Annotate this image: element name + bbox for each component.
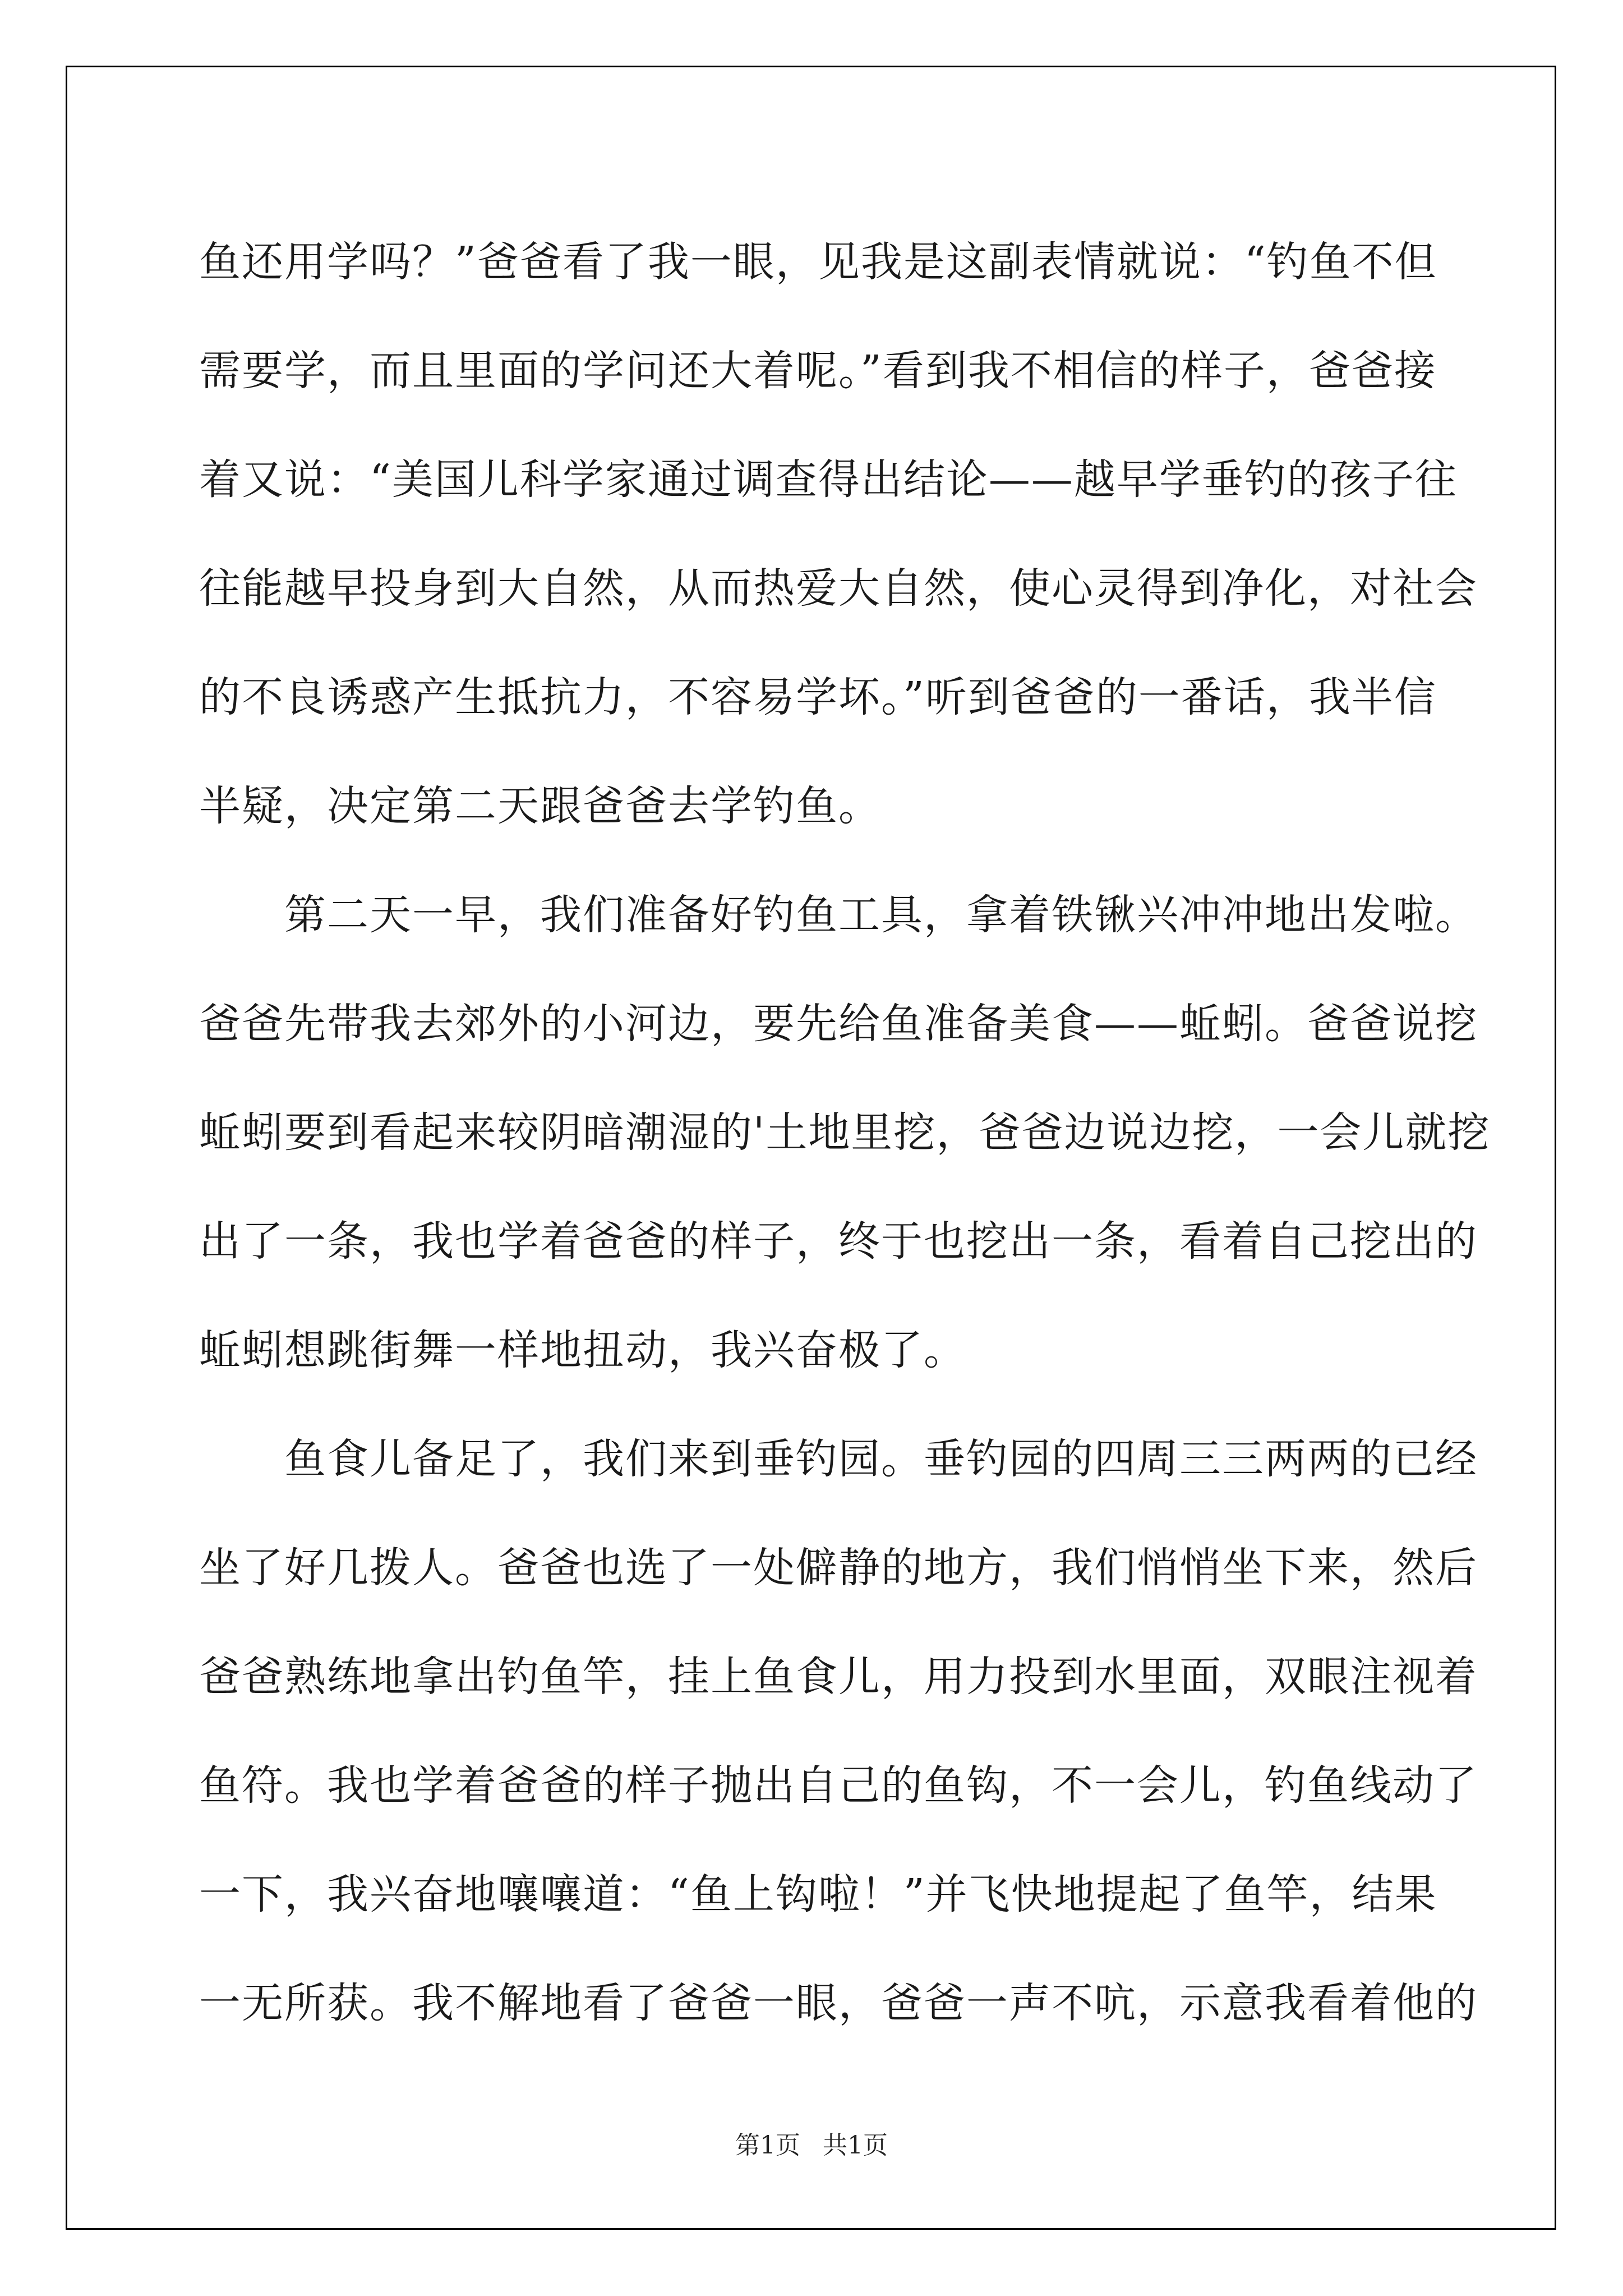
text-line: 鱼还用学吗？”爸爸看了我一眼，见我是这副表情就说：“钓鱼不但 [199, 238, 1437, 286]
text-line: 鱼食儿备足了，我们来到垂钓园。垂钓园的四周三三两两的已经 [199, 1435, 1478, 1483]
text-line: 一下，我兴奋地嚷嚷道：“鱼上钩啦！”并飞快地提起了鱼竿，结果 [199, 1870, 1437, 1918]
page-number-total: 共1页 [823, 2131, 888, 2160]
text-line: 第二天一早，我们准备好钓鱼工具，拿着铁锹兴冲冲地出发啦。 [199, 891, 1478, 939]
text-line: 需要学，而且里面的学问还大着呢。”看到我不相信的样子，爸爸接 [199, 347, 1437, 395]
text-line: 蚯蚓想跳街舞一样地扭动，我兴奋极了。 [199, 1326, 966, 1374]
page-number-current: 第1页 [735, 2131, 800, 2160]
text-line: 出了一条，我也学着爸爸的样子，终于也挖出一条，看着自己挖出的 [199, 1217, 1478, 1266]
page-footer [0, 2129, 1623, 2162]
text-line: 蚯蚓要到看起来较阴暗潮湿的'土地里挖，爸爸边说边挖，一会儿就挖 [199, 1108, 1491, 1157]
text-line: 的不良诱惑产生抵抗力，不容易学坏。”听到爸爸的一番话，我半信 [199, 673, 1437, 721]
text-line: 半疑，决定第二天跟爸爸去学钓鱼。 [199, 782, 881, 830]
text-line: 鱼符。我也学着爸爸的样子抛出自己的鱼钩，不一会儿，钓鱼线动了 [199, 1761, 1478, 1810]
document-body [199, 208, 1491, 2058]
text-line: 坐了好几拨人。爸爸也选了一处僻静的地方，我们悄悄坐下来，然后 [199, 1544, 1478, 1592]
text-line: 一无所获。我不解地看了爸爸一眼，爸爸一声不吭，示意我看着他的 [199, 1979, 1478, 2027]
text-line: 往能越早投身到大自然，从而热爱大自然，使心灵得到净化，对社会 [199, 564, 1478, 613]
text-line: 爸爸熟练地拿出钓鱼竿，挂上鱼食儿，用力投到水里面，双眼注视着 [199, 1653, 1478, 1701]
text-line: 着又说：“美国儿科学家通过调查得出结论——越早学垂钓的孩子往 [199, 455, 1458, 504]
text-line: 爸爸先带我去郊外的小河边，要先给鱼准备美食——蚯蚓。爸爸说挖 [199, 1000, 1478, 1048]
